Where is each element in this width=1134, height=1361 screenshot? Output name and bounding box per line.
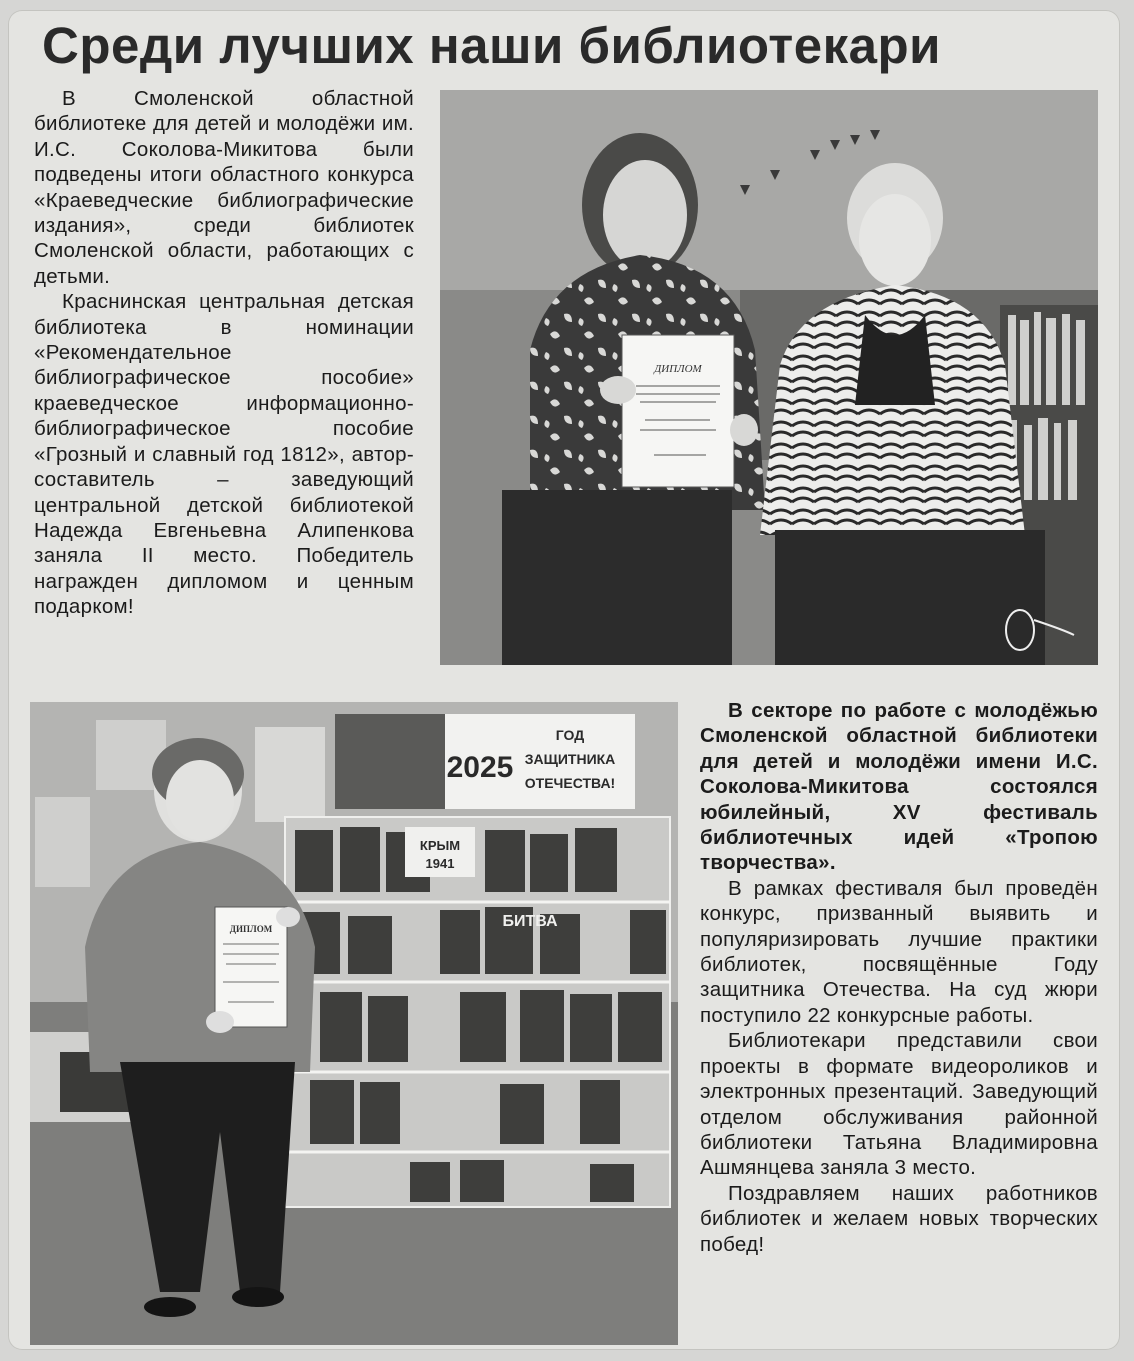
right-lead-paragraph: В секторе по работе с молодёжью Смоленской областной библиотеки для детей и молодёжи имени И.С. Соколова-Микитова состоялся юбилейный, XV фестиваль библиотечных идей «Тропою творчества». [700,699,1098,875]
banner-line-2: ЗАЩИТНИКА [524,751,616,767]
right-paragraph-1: В рамках фестиваля был проведён конкурс, призванный выявить и популяризировать лучшие практики библиотек, посвящённые Году защитника Отечества. На суд жюри поступило 22 конкурсные работы. [700,876,1098,1027]
headline: Среди лучших наши библиотекари [42,17,941,74]
book-bitva: БИТВА [502,913,558,930]
banner-year: 2025 [446,751,514,784]
right-paragraph-3: Поздравляем наших работников библиотек и желаем новых творческих побед! [700,1181,1098,1256]
banner-line-3: ОТЕЧЕСТВА! [524,775,616,791]
left-column [34,86,414,620]
left-paragraph-2: Краснинская центральная детская библиотека в номинации «Рекомендательное библиографическое пособие» краеведческое информационно-библиографическое пособие «Грозный и славный год 1812», автор-составитель – заведующий центральной детской библиотекой Надежда Евгеньевна Алипенкова заняла II место. Победитель награжден дипломом и ценным подарком! [34,290,414,619]
photo-book-exhibition [30,702,678,1345]
photo2-diploma-title: ДИПЛОМ [229,924,273,934]
book-krym: КРЫМ [419,838,461,853]
right-column [700,698,1098,1257]
banner-line-1: ГОД [555,727,585,743]
photo-award-ceremony [440,90,1098,665]
right-paragraph-2: Библиотекари представили свои проекты в формате видеороликов и электронных презентаций. Заведующий отделом обслуживания районной библиотеки Татьяна Владимировна Ашмянцева заняла 3 место. [700,1029,1098,1180]
book-1941: 1941 [425,856,455,871]
photo1-diploma-title: ДИПЛОМ [654,363,702,375]
left-paragraph-1: В Смоленской областной библиотеке для детей и молодёжи им. И.С. Соколова-Микитова были подведены итоги областного конкурса «Краеведческие библиографические издания», среди библиотек Смоленской области, работающих с детьми. [34,87,414,288]
